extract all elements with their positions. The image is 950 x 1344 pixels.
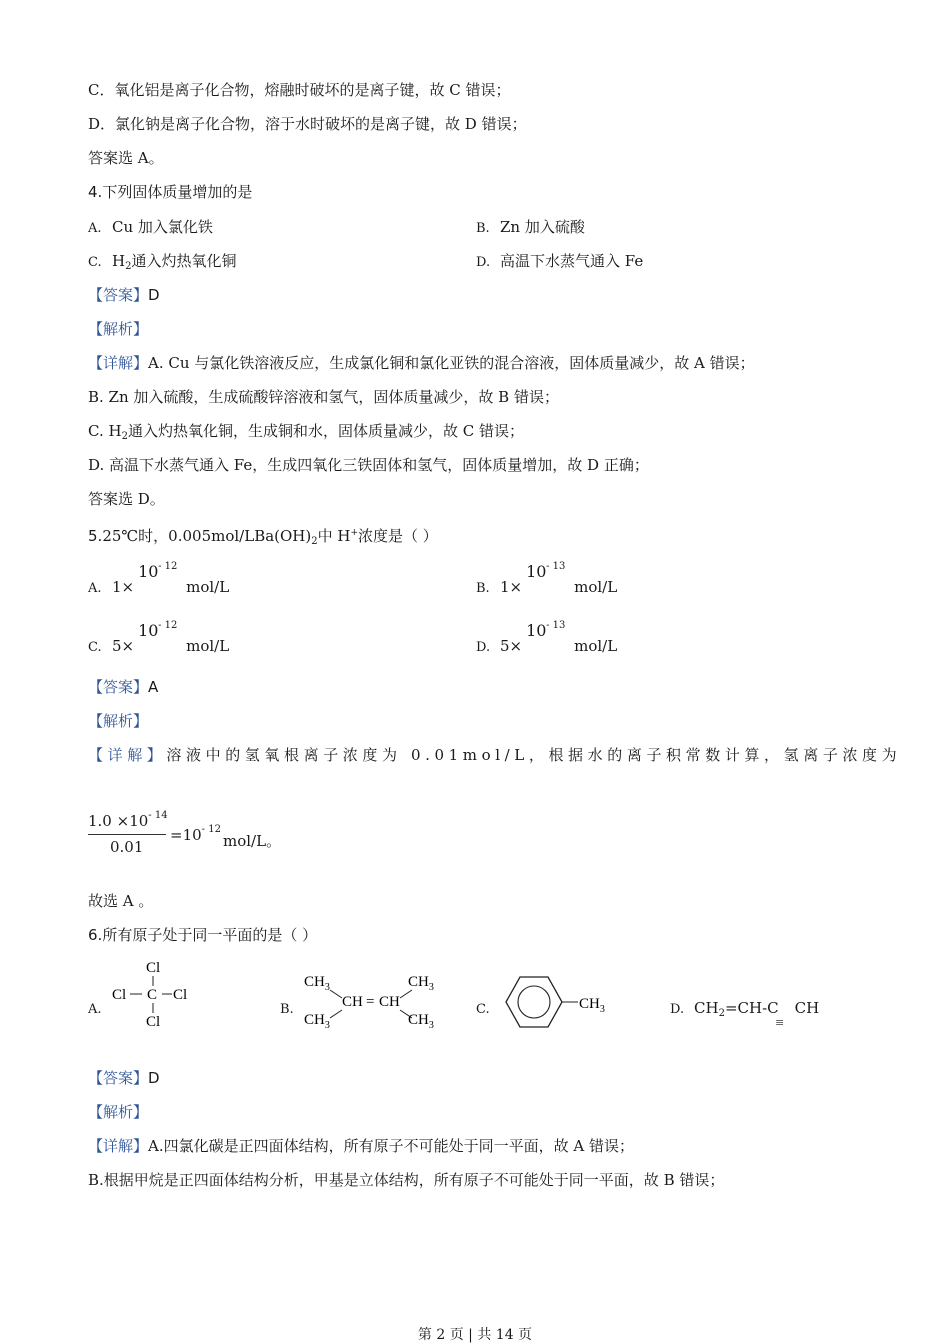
detail-text: A. Cu 与氯化铁溶液反应，生成氯化铜和氯化亚铁的混合溶液，固体质量减少，故 A 错误； [148, 354, 755, 372]
chlorine-atom: Cl [146, 1014, 161, 1030]
power-base: 10 [526, 621, 547, 640]
option-letter: C. [88, 255, 102, 270]
power-exponent: - 12 [158, 620, 178, 631]
text-line: D．氯化钠是离子化合物，溶于水时破坏的是离子键，故 D 错误； [88, 115, 527, 133]
numerator-exponent: - 14 [148, 810, 168, 821]
subscript: 2 [718, 1008, 725, 1019]
question-number: 6. [88, 926, 103, 944]
option-b [476, 561, 618, 599]
page-footer: 第 2 页 | 共 14 页 [417, 1327, 533, 1343]
coefficient: 5× [500, 637, 523, 655]
analysis-tag: 【解析】 [88, 712, 149, 730]
result-text: =10 [170, 826, 202, 844]
coefficient: 5× [112, 637, 135, 655]
detail-text: 通入灼热氧化铜，生成铜和水，固体质量减少，故 C 错误； [127, 422, 524, 440]
detail-line [88, 353, 755, 373]
unit: mol/L [186, 578, 230, 596]
methyl-group [304, 974, 330, 993]
numerator-text: 1.0 ×10 [88, 812, 149, 830]
power-base: 10 [138, 621, 159, 640]
answer-value: A [148, 678, 159, 696]
bond [400, 990, 412, 998]
power-exponent: - 12 [158, 561, 178, 572]
analysis-tag: 【解析】 [88, 1103, 149, 1121]
formula-text: CH [794, 999, 820, 1017]
detail-line [88, 1136, 634, 1156]
methyl-label: CH [304, 1012, 325, 1028]
power-base: 10 [526, 562, 547, 581]
option-text: 通入灼热氧化铜 [131, 252, 237, 270]
option-d [476, 251, 643, 273]
analysis-line [88, 319, 148, 339]
answer-value: D [148, 286, 160, 304]
detail-line: B.根据甲烷是正四面体结构分析，甲基是立体结构，所有原子不可能处于同一平面，故 B 错误； [88, 1171, 725, 1189]
detail-tag: 【详解】 [88, 354, 149, 372]
question-6-stem [88, 925, 317, 945]
unit: mol/L [574, 637, 618, 655]
power-exponent: - 13 [546, 620, 566, 631]
formula-text: =CH-C [724, 999, 779, 1017]
detail-line: 答案选 D。 [88, 490, 165, 508]
detail-text: C. H [88, 422, 122, 440]
power-base: 10 [138, 562, 159, 581]
answer-line [88, 1068, 160, 1088]
triple-bond-symbol: ≡ [775, 1016, 785, 1029]
option-letter: B. [476, 581, 490, 596]
option-letter: A. [88, 221, 102, 236]
question-text: 中 H [317, 527, 351, 545]
power-of-ten [138, 561, 182, 592]
chlorine-atom: Cl [112, 987, 127, 1003]
option-d [476, 620, 618, 658]
fraction-unit: mol/L。 [223, 832, 282, 850]
answer-tag: 【答案】 [88, 286, 149, 304]
option-text: Zn 加入硫酸 [500, 218, 585, 236]
subscript: 3 [428, 1020, 434, 1031]
analysis-tag: 【解析】 [88, 320, 149, 338]
detail-line: B. Zn 加入硫酸，生成硫酸锌溶液和氢气，固体质量减少，故 B 错误； [88, 388, 559, 406]
question-text: 下列固体质量增加的是 [102, 183, 253, 201]
option-d [670, 998, 819, 1024]
detail-text: A.四氯化碳是正四面体结构，所有原子不可能处于同一平面，故 A 错误； [148, 1137, 634, 1155]
subscript: 2 [125, 261, 132, 272]
conclusion-line: 故选 A 。 [88, 892, 154, 910]
ch-group: CH [379, 994, 400, 1010]
chlorine-atom: Cl [173, 987, 188, 1003]
aromatic-circle [518, 986, 550, 1018]
subscript: 2 [311, 536, 318, 547]
option-letter-text: C. [476, 1002, 490, 1017]
power-exponent: - 13 [546, 561, 566, 572]
methyl-label: CH [408, 974, 429, 990]
carbon-atom: C [147, 987, 158, 1003]
methyl-group [408, 1012, 434, 1031]
question-text: 所有原子处于同一平面的是（ ） [102, 926, 318, 944]
detail-text: 溶液中的氢氧根离子浓度为 0.01mol/L，根据水的离子积常数计算，氢离子浓度为 [166, 746, 902, 764]
option-c [88, 620, 230, 658]
coefficient: 1× [112, 578, 135, 596]
power-of-ten [526, 620, 570, 651]
methyl-group [579, 996, 605, 1015]
formula-text: CH [694, 999, 719, 1017]
unit: mol/L [574, 578, 618, 596]
answer-line [88, 677, 158, 697]
option-a [88, 561, 230, 599]
subscript: 3 [324, 982, 330, 993]
question-4-stem [88, 182, 252, 202]
option-text: Cu 加入氯化铁 [112, 218, 213, 236]
answer-line [88, 285, 160, 305]
text-line: C．氧化铝是离子化合物，熔融时破坏的是离子键，故 C 错误； [88, 81, 511, 99]
power-of-ten [526, 561, 570, 592]
methyl-label: CH [579, 996, 600, 1012]
answer-value: D [148, 1069, 160, 1087]
chlorine-atom: Cl [146, 960, 161, 976]
subscript: 2 [121, 431, 128, 442]
option-b [476, 217, 585, 239]
benzene-ring [506, 977, 562, 1027]
double-bond: = [366, 994, 375, 1010]
methyl-label: CH [304, 974, 325, 990]
option-letter: B. [476, 221, 490, 236]
answer-tag: 【答案】 [88, 678, 149, 696]
question-text: 浓度是（ ） [358, 527, 438, 545]
option-text: 高温下水蒸气通入 Fe [500, 252, 644, 270]
option-text: H [112, 252, 126, 270]
bond [330, 1010, 342, 1018]
toluene-structure [498, 972, 618, 1032]
option-letter-text: B. [280, 1002, 294, 1017]
detail-line [88, 745, 901, 765]
ch-group: CH [342, 994, 363, 1010]
butene-structure [300, 966, 450, 1034]
analysis-line [88, 1102, 148, 1122]
detail-tag: 【详解】 [88, 746, 167, 764]
option-letter: D. [476, 255, 491, 270]
option-letter-text: A. [88, 1002, 102, 1017]
fraction-bar [88, 834, 166, 835]
option-letter: A. [88, 581, 102, 596]
fraction-denominator: 0.01 [110, 838, 144, 856]
superscript: + [350, 528, 359, 538]
question-number: 5. [88, 527, 103, 545]
ccl4-structure [108, 956, 198, 1031]
option-letter: D. [476, 640, 491, 655]
answer-tag: 【答案】 [88, 1069, 149, 1087]
fraction-formula [88, 806, 282, 866]
question-number: 4. [88, 183, 103, 201]
methyl-group [304, 1012, 330, 1031]
coefficient: 1× [500, 578, 523, 596]
detail-line: D. 高温下水蒸气通入 Fe，生成四氧化三铁固体和氢气，固体质量增加，故 D 正确； [88, 456, 649, 474]
option-letter: D. [670, 1002, 685, 1017]
option-a [88, 217, 213, 239]
question-5-stem [88, 523, 438, 552]
subscript: 3 [324, 1020, 330, 1031]
fraction-numerator [88, 810, 168, 830]
detail-line [88, 421, 524, 447]
fraction-result [170, 824, 221, 844]
option-letter: C. [88, 640, 102, 655]
subscript: 3 [599, 1004, 605, 1015]
option-letter [476, 998, 500, 1020]
bond [330, 990, 342, 998]
methyl-label: CH [408, 1012, 429, 1028]
subscript: 3 [428, 982, 434, 993]
power-of-ten [138, 620, 182, 651]
option-c [88, 251, 236, 277]
result-exponent: - 12 [201, 824, 221, 835]
question-text: 25℃时，0.005mol/LBa(OH) [102, 527, 312, 545]
detail-tag: 【详解】 [88, 1137, 149, 1155]
text-line: 答案选 A。 [88, 149, 164, 167]
unit: mol/L [186, 637, 230, 655]
analysis-line [88, 711, 148, 731]
